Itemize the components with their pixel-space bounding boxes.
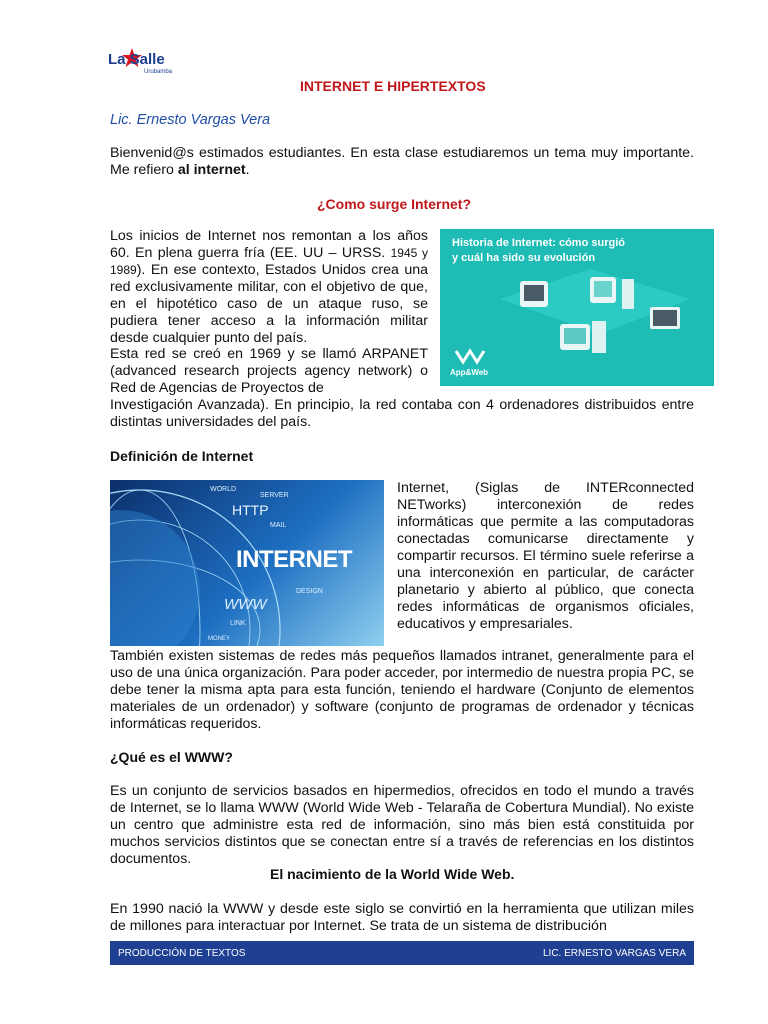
www-paragraph: Es un conjunto de servicios basados en hipermedios, ofrecidos en todo el mundo a través de Internet, se lo llama WWW (World Wide Web - Telaraña de Cobertura Mundial). No existe un centro que administre esta red de información, sino más bien está constituida por muchos servicios distintos que se conectan entre sí a través de referencias en los distintos documentos. xyxy=(110,783,694,867)
image-word-www: WWW xyxy=(224,596,267,613)
author-name: Lic. Ernesto Vargas Vera xyxy=(110,112,271,128)
image-word-money: MONEY xyxy=(208,636,231,642)
surge-years: 1945 y 1989 xyxy=(110,246,429,277)
intro-end: . xyxy=(245,162,250,178)
definicion-paragraph-side: Internet, (Siglas de INTERconnected NETworks) interconexión de redes informáticas que permite a las computadoras conectadas comunicarse directamente y compartir recursos. El término suele referirse a una interconexión en particular, de carácter planetario y abierto al público, que conecta redes informáticas de organismos oficiales, educativos y empresariales. xyxy=(397,480,694,632)
image-word-world: WORLD xyxy=(210,486,237,493)
nacimiento-paragraph: En 1990 nació la WWW y desde este siglo se convirtió en la herramienta que utilizan miles de millones para interactuar por Internet. Se trata de un sistema de distribución xyxy=(110,901,694,934)
image-word-mail: MAIL xyxy=(270,522,287,529)
app-web-logo-icon xyxy=(454,347,488,365)
section-heading-definicion: Definición de Internet xyxy=(110,448,254,464)
section-heading-surge: ¿Como surge Internet? xyxy=(317,196,472,212)
app-web-brand: App&Web xyxy=(450,368,489,377)
footer-left-text: PRODUCCIÓN DE TEXTOS xyxy=(118,947,246,959)
image-word-link: LINK xyxy=(230,620,246,627)
surge-paragraph-1 xyxy=(110,228,428,347)
surge-text-a: Los inicios de Internet nos remontan a los años 60. En plena guerra fría (EE. UU – URSS. xyxy=(110,228,428,261)
internet-globe-image xyxy=(110,480,384,646)
section-heading-nacimiento: El nacimiento de la World Wide Web. xyxy=(270,866,515,882)
history-image-caption-2: y cuál ha sido su evolución xyxy=(452,252,596,264)
surge-paragraph-2-cont: Investigación Avanzada). En principio, la red contaba con 4 ordenadores distribuidos entre distintas universidades del país. xyxy=(110,397,694,430)
image-word-server: SERVER xyxy=(260,492,289,499)
surge-paragraph-2: Esta red se creó en 1969 y se llamó ARPANET (advanced research projects agency network) o Red de Agencias de Proyectos de xyxy=(110,346,428,396)
page-footer xyxy=(110,941,694,965)
page-title: INTERNET E HIPERTEXTOS xyxy=(300,78,486,94)
intro-bold-text: al internet xyxy=(177,162,246,178)
image-word-http: HTTP xyxy=(232,502,269,518)
image-word-internet: INTERNET xyxy=(236,546,352,573)
history-image-caption-1: Historia de Internet: cómo surgió xyxy=(452,237,625,249)
definicion-paragraph-full: También existen sistemas de redes más pequeños llamados intranet, generalmente para el uso de una única organización. Para poder acceder, por intermedio de nuestra propia PC, se debe tener la misma apta para esta función, teniendo el hardware (Conjunto de elementos materiales de un ordenador) y software (conjunto de programas de ordenador y técnicas informáticas requeridos. xyxy=(110,648,694,732)
intro-text: Bienvenid@s estimados estudiantes. En esta clase estudiaremos un tema muy importante. Me refiero xyxy=(110,145,694,178)
logo-text: La Salle xyxy=(108,51,165,68)
history-internet-image xyxy=(440,229,714,386)
footer-right-text: LIC. ERNESTO VARGAS VERA xyxy=(542,947,686,959)
image-word-design: DESIGN xyxy=(296,588,323,595)
la-salle-logo xyxy=(108,46,188,76)
surge-text-b: ). En ese contexto, Estados Unidos crea una red exclusivamente militar, con el objetivo de que, en el hipotético caso de un ataque ruso, se pudiera tener acceso a la información militar desde cualquier punto del país. xyxy=(110,262,428,346)
intro-paragraph xyxy=(110,145,694,179)
section-heading-www: ¿Qué es el WWW? xyxy=(110,749,233,765)
logo-subtext: Urubamba xyxy=(144,69,173,75)
